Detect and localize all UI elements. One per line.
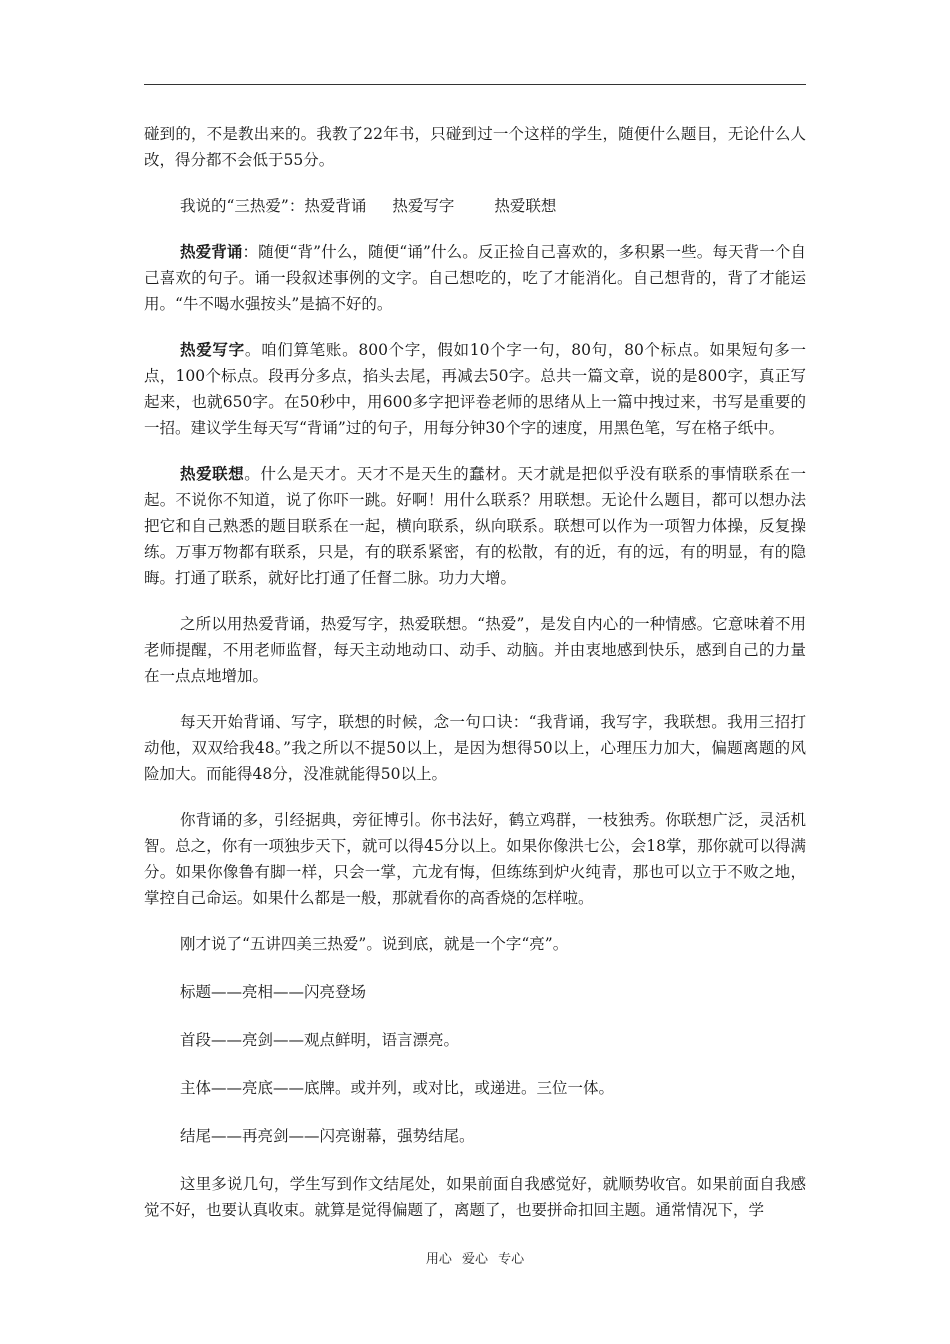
paragraph-text: 之所以用热爱背诵，热爱写字，热爱联想。“热爱”，是发自内心的一种情感。它意味着不用老师提醒，不用老师监督，每天主动地动口、动手、动脑。并由衷地感到快乐，感到自己的力量在一点点地增加。 (144, 615, 806, 685)
document-body (144, 121, 806, 1243)
paragraph-text: 结尾——再亮剑——闪亮谢幕，强势结尾。 (180, 1127, 475, 1145)
paragraph-lead: 热爱写字 (180, 340, 245, 359)
outline-first-section (144, 1027, 806, 1053)
paragraph-writing (144, 337, 806, 441)
paragraph-lead: 热爱背诵 (180, 242, 243, 261)
paragraph-why-love (144, 611, 806, 689)
paragraph-text: 你背诵的多，引经据典，旁征博引。你书法好，鹤立鸡群，一枝独秀。你联想广泛，灵活机智。总之，你有一项独步天下，就可以得45分以上。如果你像洪七公，会18掌，那你就可以得满分。如果你像鲁有脚一样，只会一掌，亢龙有悔，但练练到炉火纯青，那也可以立于不败之地，掌控自己命运。如果什么都是一般，那就看你的高香烧的怎样啦。 (144, 811, 806, 907)
paragraph-text: 这里多说几句，学生写到作文结尾处，如果前面自我感觉好，就顺势收官。如果前面自我感觉不好，也要认真收束。就算是觉得偏题了，离题了，也要拼命扣回主题。通常情况下，学 (144, 1175, 806, 1219)
outline-title (144, 979, 806, 1005)
three-loves-intro: 我说的“三热爱”：热爱背诵 (180, 197, 367, 215)
paragraph-text: 。咱们算笔账。800个字，假如10个字一句，80句，80个标点。如果短句多一点，100个标点。段再分多点，掐头去尾，再减去50字。总共一篇文章，说的是800字，真正写起来，也就650字。在50秒中，用600多字把评卷老师的思绪从上一篇中拽过来，书写是重要的一招。建议学生每天写“背诵”过的句子，用每分钟30个字的速度，用黑色笔，写在格子纸中。 (144, 341, 806, 437)
three-loves-item: 热爱写字 (392, 197, 455, 215)
paragraph-text: 碰到的，不是教出来的。我教了22年书，只碰到过一个这样的学生，随便什么题目，无论什么人改，得分都不会低于55分。 (144, 125, 806, 169)
paragraph-three-loves (144, 193, 806, 219)
paragraph-text: 每天开始背诵、写字，联想的时候，念一句口诀：“我背诵，我写字，我联想。我用三招打动他，双双给我48。”我之所以不提50以上，是因为想得50以上，心理压力加大，偏题离题的风险加大。而能得48分，没准就能得50以上。 (144, 713, 806, 783)
page-footer: 用心 爱心 专心 (425, 1252, 525, 1267)
paragraph-mantra (144, 709, 806, 787)
paragraph-1 (144, 121, 806, 173)
paragraph-ending-advice (144, 1171, 806, 1223)
paragraph-text: 首段——亮剑——观点鲜明，语言漂亮。 (180, 1031, 460, 1049)
header-rule (144, 84, 806, 85)
paragraph-text: 标题——亮相——闪亮登场 (180, 983, 367, 1001)
paragraph-summary (144, 931, 806, 957)
outline-ending (144, 1123, 806, 1149)
paragraph-association (144, 461, 806, 591)
three-loves-item: 热爱联想 (494, 197, 557, 215)
paragraph-skills (144, 807, 806, 911)
paragraph-recite (144, 239, 806, 317)
paragraph-lead: 热爱联想 (180, 464, 245, 483)
paragraph-text: 主体——亮底——底牌。或并列，或对比，或递进。三位一体。 (180, 1079, 615, 1097)
paragraph-text: ：随便“背”什么，随便“诵”什么。反正捡自己喜欢的，多积累一些。每天背一个自己喜欢的句子。诵一段叙述事例的文字。自己想吃的，吃了才能消化。自己想背的，背了才能运用。“牛不喝水强按头”是搞不好的。 (144, 243, 806, 313)
paragraph-text: 。什么是天才。天才不是天生的蠢材。天才就是把似乎没有联系的事情联系在一起。不说你不知道，说了你吓一跳。好啊！用什么联系？用联想。无论什么题目，都可以想办法把它和自己熟悉的题目联系在一起，横向联系，纵向联系。联想可以作为一项智力体操，反复操练。万事万物都有联系，只是，有的联系紧密，有的松散，有的近，有的远，有的明显，有的隐晦。打通了联系，就好比打通了任督二脉。功力大增。 (144, 465, 806, 587)
paragraph-text: 刚才说了“五讲四美三热爱”。说到底，就是一个字“亮”。 (180, 935, 569, 953)
outline-body (144, 1075, 806, 1101)
